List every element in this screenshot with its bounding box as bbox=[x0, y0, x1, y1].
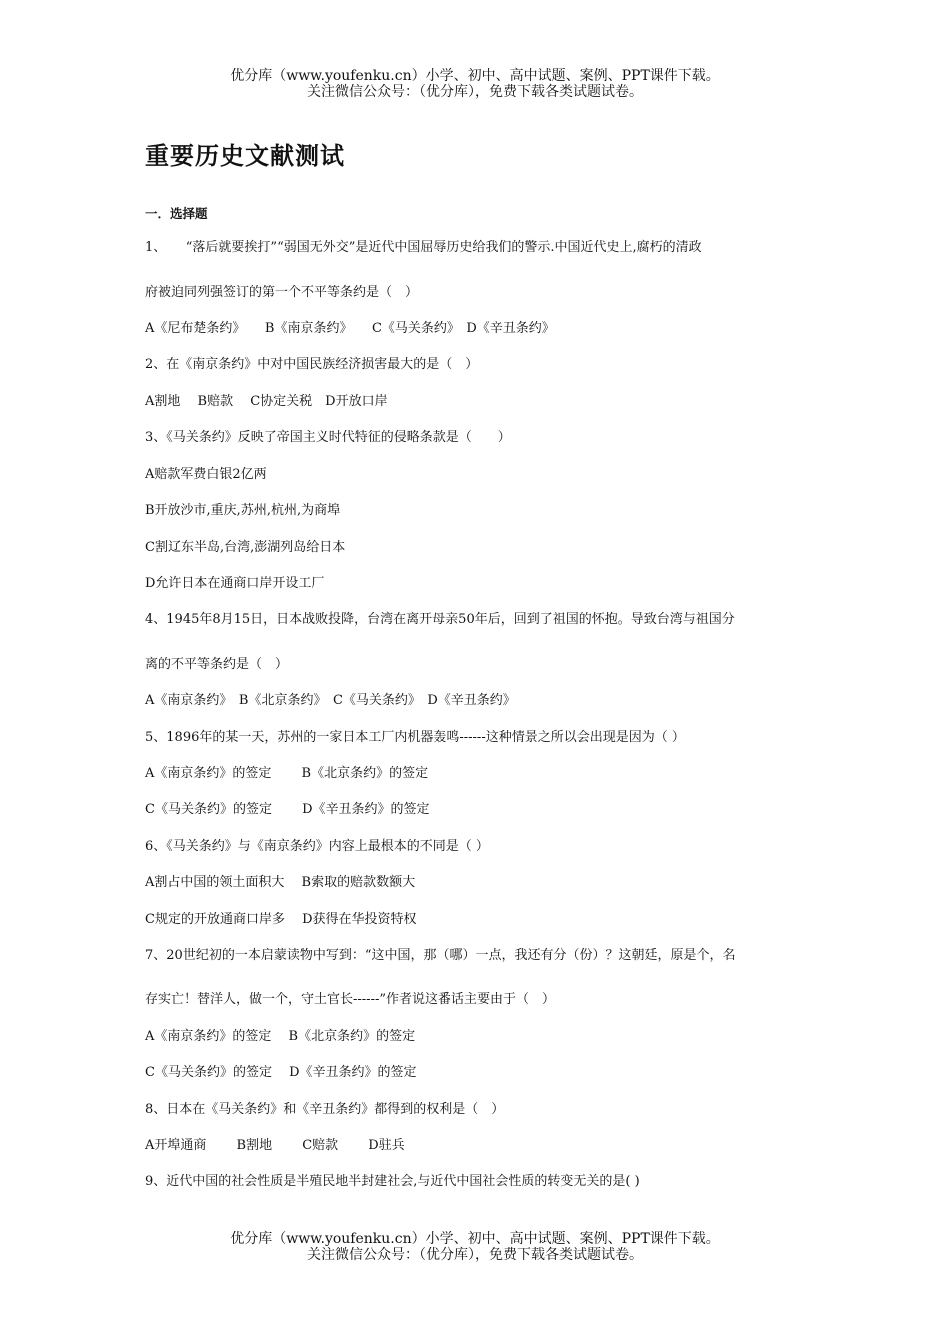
answer-option: C割辽东半岛,台湾,澎湖列岛给日本 bbox=[145, 540, 346, 555]
text-line: 6、《马关条约》与《南京条约》内容上最根本的不同是（ ） bbox=[145, 839, 489, 854]
header-line-2: 关注微信公众号：（优分库），免费下载各类试题试卷。 bbox=[307, 84, 643, 100]
answer-options: A《南京条约》的签定 B《北京条约》的签定 bbox=[145, 766, 429, 781]
header-line-1: 优分库（www.youfenku.cn）小学、初中、高中试题、案例、PPT课件下载。 bbox=[230, 68, 720, 84]
answer-options: A开埠通商 B割地 C赔款 D驻兵 bbox=[145, 1138, 405, 1153]
answer-options: A割地 B赔款 C协定关税 D开放口岸 bbox=[145, 394, 388, 409]
page-header bbox=[0, 68, 950, 100]
footer-line-2: 关注微信公众号：（优分库），免费下载各类试题试卷。 bbox=[307, 1247, 643, 1263]
document-title: 重要历史文献测试 bbox=[145, 142, 345, 170]
text-line: 存实亡！替洋人，做一个，守土官长------”作者说这番话主要由于（ ） bbox=[145, 992, 556, 1007]
answer-option: D允许日本在通商口岸开设工厂 bbox=[145, 576, 325, 591]
text-line: 府被迫同列强签订的第一个不平等条约是（ ） bbox=[145, 285, 419, 300]
page-footer bbox=[0, 1231, 950, 1263]
text-line: 9、近代中国的社会性质是半殖民地半封建社会,与近代中国社会性质的转变无关的是( ) bbox=[145, 1174, 640, 1189]
answer-options: C规定的开放通商口岸多 D获得在华投资特权 bbox=[145, 912, 417, 927]
text-line: 3、《马关条约》反映了帝国主义时代特征的侵略条款是（ ） bbox=[145, 430, 511, 445]
answer-options: A割占中国的领土面积大 B索取的赔款数额大 bbox=[145, 875, 416, 890]
text-line: 5、1896年的某一天，苏州的一家日本工厂内机器轰鸣------这种情景之所以会出现是因为（ ） bbox=[145, 730, 685, 745]
footer-line-1: 优分库（www.youfenku.cn）小学、初中、高中试题、案例、PPT课件下载。 bbox=[230, 1231, 720, 1247]
answer-options: C《马关条约》的签定 D《辛丑条约》的签定 bbox=[145, 802, 430, 817]
answer-options: C《马关条约》的签定 D《辛丑条约》的签定 bbox=[145, 1065, 417, 1080]
text-line: 2、在《南京条约》中对中国民族经济损害最大的是（ ） bbox=[145, 357, 479, 372]
answer-option: B开放沙市,重庆,苏州,杭州,为商埠 bbox=[145, 503, 341, 518]
text-line: 离的不平等条约是（ ） bbox=[145, 657, 289, 672]
text-line: 8、日本在《马关条约》和《辛丑条约》都得到的权利是（ ） bbox=[145, 1102, 505, 1117]
answer-option: A赔款军费白银2亿两 bbox=[145, 467, 267, 482]
answer-options: A《南京条约》 B《北京条约》 C《马关条约》 D《辛丑条约》 bbox=[145, 693, 516, 708]
section-heading: 一．选择题 bbox=[145, 206, 208, 221]
text-line: 4、1945年8月15日，日本战败投降，台湾在离开母亲50年后，回到了祖国的怀抱。导致台湾与祖国分 bbox=[145, 612, 735, 627]
answer-options: A《尼布楚条约》 B《南京条约》 C《马关条约》 D《辛丑条约》 bbox=[145, 321, 555, 336]
text-line: 7、20世纪初的一本启蒙读物中写到：“这中国，那（哪）一点，我还有分（份）？这朝廷，原是个，名 bbox=[145, 948, 736, 963]
answer-options: A《南京条约》的签定 B《北京条约》的签定 bbox=[145, 1029, 416, 1044]
text-line: 1、 “落后就要挨打”“弱国无外交”是近代中国屈辱历史给我们的警示.中国近代史上,腐朽的清政 bbox=[145, 240, 702, 255]
